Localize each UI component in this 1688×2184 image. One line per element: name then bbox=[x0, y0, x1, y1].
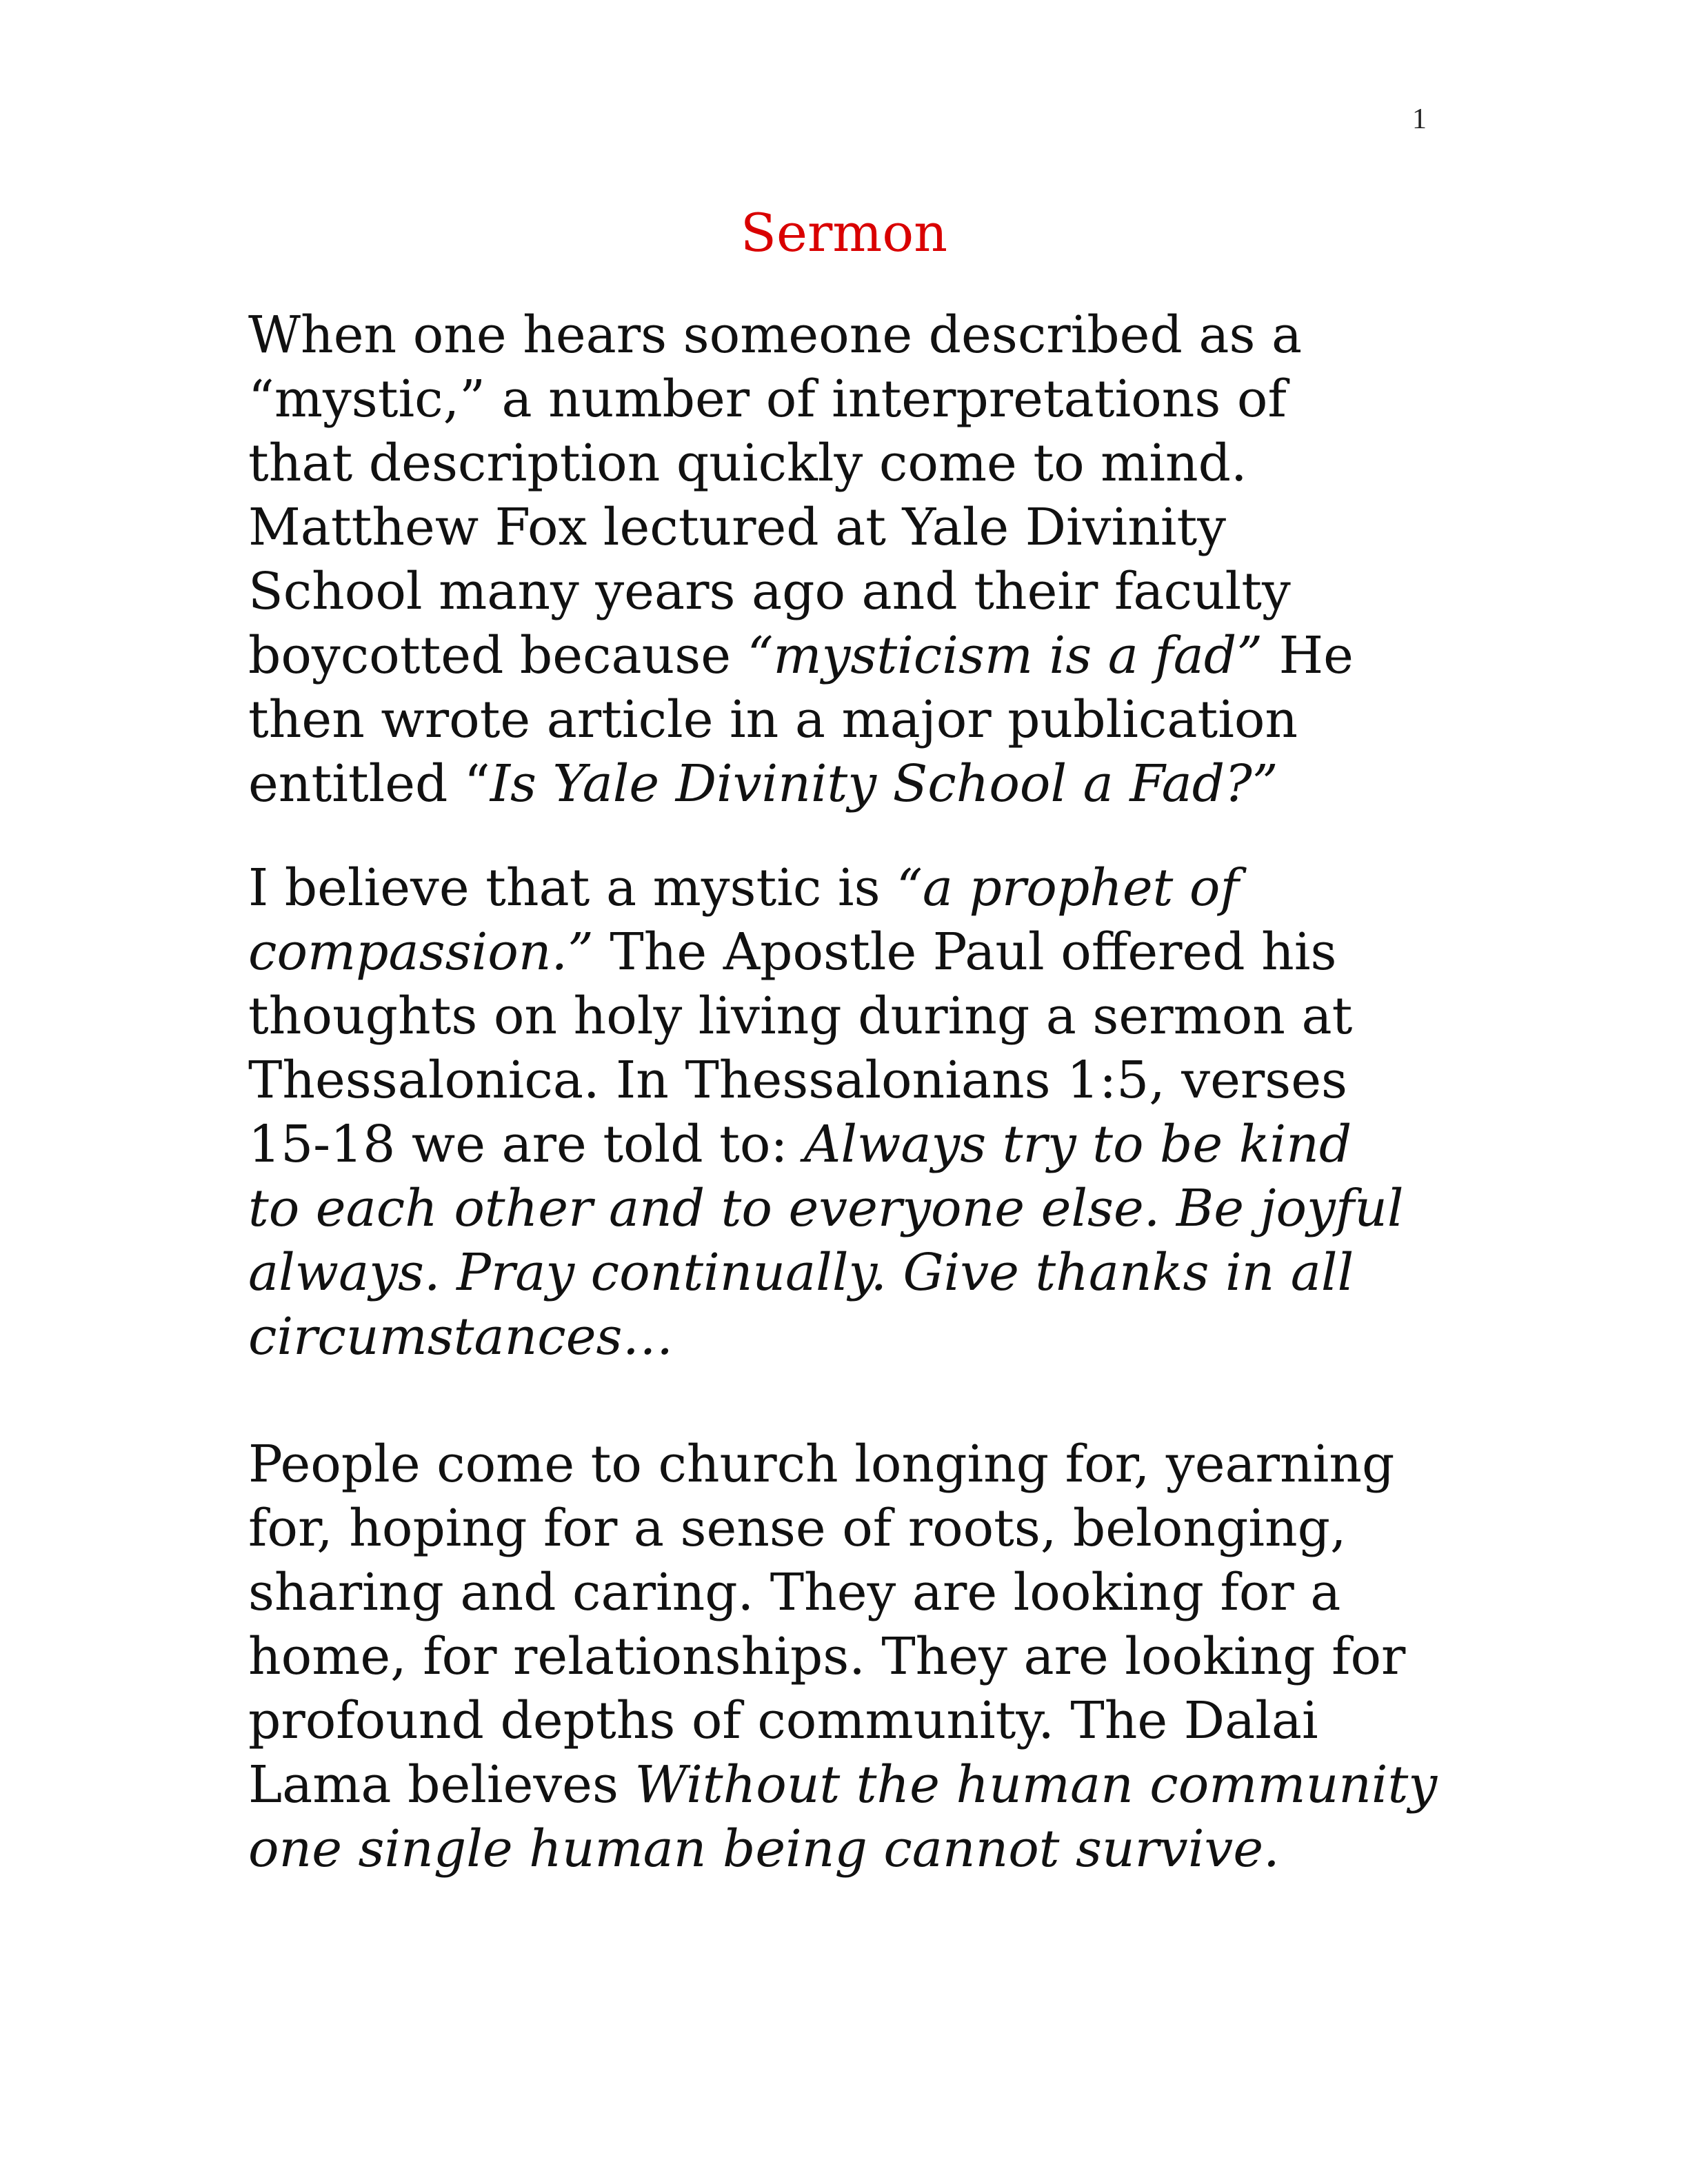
text-line bbox=[248, 496, 1503, 560]
paragraph-1 bbox=[248, 303, 1503, 816]
text-run: home, for relationships. They are looking for bbox=[248, 1627, 1406, 1686]
text-run: “mystic,” a number of interpretations of bbox=[248, 370, 1287, 429]
text-run: that description quickly come to mind. bbox=[248, 434, 1247, 493]
text-line bbox=[248, 1241, 1503, 1305]
text-run: boycotted because bbox=[248, 626, 747, 685]
text-line bbox=[248, 1177, 1503, 1241]
text-line bbox=[248, 856, 1503, 920]
text-run: for, hoping for a sense of roots, belonging, bbox=[248, 1499, 1347, 1558]
text-run: thoughts on holy living during a sermon at bbox=[248, 987, 1353, 1046]
text-line bbox=[248, 1689, 1503, 1753]
text-line bbox=[248, 432, 1503, 496]
text-line bbox=[248, 1433, 1503, 1497]
text-line bbox=[248, 1561, 1503, 1625]
text-run: School many years ago and their faculty bbox=[248, 562, 1291, 621]
text-run: Thessalonica. In Thessalonians 1:5, verses bbox=[248, 1051, 1347, 1110]
italic-text-run: to each other and to everyone else. Be joyful bbox=[248, 1179, 1404, 1238]
text-run: profound depths of community. The Dalai bbox=[248, 1691, 1318, 1750]
italic-text-run: always. Pray continually. Give thanks in all bbox=[248, 1243, 1354, 1302]
text-line bbox=[248, 1753, 1503, 1817]
text-line bbox=[248, 752, 1503, 816]
text-run: When one hears someone described as a bbox=[248, 305, 1303, 365]
italic-text-run: “mysticism is a fad” bbox=[747, 626, 1263, 685]
title-text: Sermon bbox=[740, 202, 948, 263]
text-run: I believe that a mystic is bbox=[248, 858, 897, 918]
italic-text-run: “a prophet of bbox=[896, 858, 1239, 918]
text-line bbox=[248, 1817, 1503, 1881]
paragraph-3 bbox=[248, 1433, 1503, 1881]
text-line bbox=[248, 560, 1503, 624]
text-run: The Apostle Paul offered his bbox=[593, 922, 1337, 982]
text-run: sharing and caring. They are looking for a bbox=[248, 1563, 1341, 1622]
paragraph-2 bbox=[248, 856, 1503, 1369]
text-line bbox=[248, 1305, 1503, 1369]
text-run: 15-18 we are told to: bbox=[248, 1115, 804, 1174]
text-line bbox=[248, 984, 1503, 1049]
text-run: People come to church longing for, yearning bbox=[248, 1435, 1395, 1494]
text-line bbox=[248, 1625, 1503, 1689]
italic-text-run: compassion.” bbox=[248, 922, 594, 982]
italic-text-run: circumstances… bbox=[248, 1307, 674, 1366]
italic-text-run: Is Yale Divinity School a Fad?” bbox=[490, 754, 1278, 813]
text-run: He bbox=[1263, 626, 1354, 685]
text-line bbox=[248, 920, 1503, 984]
page-title bbox=[0, 200, 1688, 266]
text-line bbox=[248, 1113, 1503, 1177]
italic-text-run: Always try to be kind bbox=[803, 1115, 1352, 1174]
text-line bbox=[248, 1049, 1503, 1113]
text-run: Lama believes bbox=[248, 1755, 635, 1814]
text-line bbox=[248, 624, 1503, 688]
text-run: Matthew Fox lectured at Yale Divinity bbox=[248, 498, 1227, 557]
text-run: entitled “ bbox=[248, 754, 490, 813]
page-number: 1 bbox=[1412, 103, 1427, 135]
text-line bbox=[248, 1497, 1503, 1561]
italic-text-run: Without the human community bbox=[634, 1755, 1438, 1814]
text-line bbox=[248, 688, 1503, 752]
text-line bbox=[248, 367, 1503, 432]
text-line bbox=[248, 303, 1503, 367]
text-run: then wrote article in a major publication bbox=[248, 690, 1298, 749]
italic-text-run: one single human being cannot survive. bbox=[248, 1819, 1280, 1879]
